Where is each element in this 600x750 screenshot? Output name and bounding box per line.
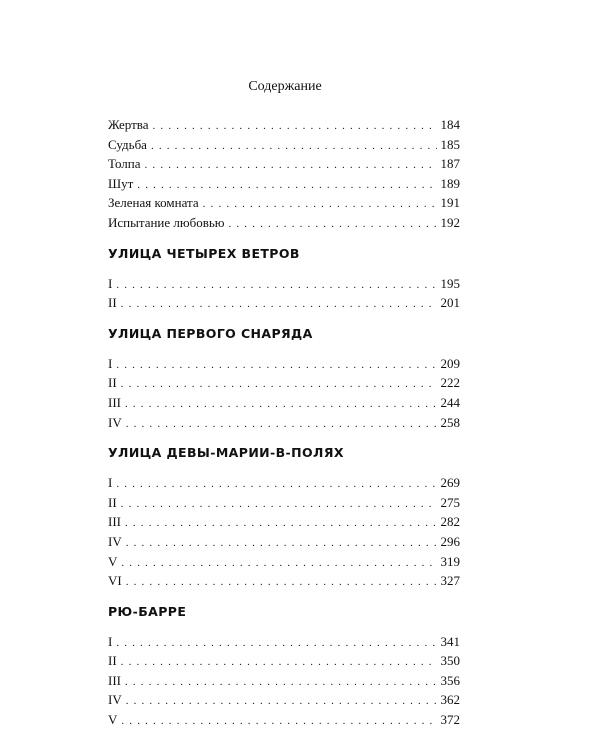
- toc-entry: [108, 571, 460, 591]
- entry-label: IV: [108, 533, 122, 549]
- entry-label: V: [108, 712, 118, 728]
- section-heading: УЛИЦА ДЕВЫ-МАРИИ-В-ПОЛЯХ: [108, 445, 344, 461]
- dot-leader: [121, 495, 437, 515]
- entry-label: III: [108, 672, 121, 688]
- page-title: Содержание: [248, 79, 322, 94]
- entry-page-number: 350: [440, 653, 460, 669]
- dot-leader: [145, 156, 437, 176]
- section-heading: РЮ-БАРРЕ: [108, 603, 187, 619]
- toc-entry: [108, 552, 460, 572]
- entry-label: Шут: [108, 175, 134, 191]
- entry-label: II: [108, 653, 117, 669]
- toc-section: [108, 602, 460, 730]
- toc-entry: [108, 493, 460, 513]
- entry-page-number: 187: [440, 156, 460, 172]
- toc-entry: [108, 174, 460, 194]
- toc-entry: [108, 651, 460, 671]
- dot-leader: [121, 712, 436, 732]
- toc-entry: [108, 373, 460, 393]
- entry-page-number: 192: [440, 214, 460, 230]
- toc-section: [108, 443, 460, 591]
- entry-label: Жертва: [108, 117, 149, 132]
- entry-page-number: 222: [440, 375, 460, 391]
- entry-label: VI: [108, 573, 122, 589]
- entry-label: II: [108, 494, 117, 510]
- dot-leader: [153, 117, 437, 137]
- toc-entry: [108, 213, 460, 233]
- entry-page-number: 356: [440, 672, 460, 688]
- toc-intro-list: [108, 115, 460, 233]
- dot-leader: [203, 195, 437, 215]
- entry-label: V: [108, 553, 118, 569]
- toc-entry: [108, 671, 460, 691]
- dot-leader: [229, 215, 437, 235]
- dot-leader: [125, 395, 437, 415]
- toc-section: [108, 324, 460, 432]
- entry-page-number: 275: [440, 494, 460, 510]
- toc-entry: [108, 532, 460, 552]
- toc-entry: [108, 512, 460, 532]
- entry-page-number: 269: [440, 475, 460, 491]
- entry-label: III: [108, 514, 121, 530]
- entry-page-number: 209: [440, 355, 460, 371]
- toc-page: [108, 78, 460, 730]
- entry-page-number: 189: [440, 175, 460, 191]
- entry-page-number: 282: [440, 514, 460, 530]
- entry-label: I: [108, 275, 113, 291]
- entry-label: IV: [108, 414, 122, 430]
- entry-page-number: 296: [440, 533, 460, 549]
- dot-leader: [116, 634, 436, 654]
- entry-label: II: [108, 295, 117, 311]
- dot-leader: [121, 295, 437, 315]
- entry-page-number: 372: [440, 712, 460, 728]
- toc-entry: [108, 690, 460, 710]
- dot-leader: [125, 514, 437, 534]
- dot-leader: [151, 137, 437, 157]
- toc-entry: [108, 135, 460, 155]
- toc-entry: [108, 193, 460, 213]
- entry-page-number: 244: [440, 394, 460, 410]
- entry-label: III: [108, 394, 121, 410]
- toc-entry: [108, 710, 460, 730]
- toc-section: [108, 244, 460, 313]
- entry-label: II: [108, 375, 117, 391]
- entry-page-number: 185: [440, 136, 460, 152]
- dot-leader: [121, 653, 437, 673]
- entry-label: Толпа: [108, 156, 141, 172]
- toc-entry: [108, 473, 460, 493]
- toc-entry: [108, 632, 460, 652]
- toc-entry: [108, 393, 460, 413]
- toc-entry: [108, 274, 460, 294]
- dot-leader: [121, 375, 437, 395]
- entry-label: Зеленая комната: [108, 195, 199, 211]
- entry-page-number: 201: [440, 295, 460, 311]
- entry-page-number: 341: [440, 633, 460, 649]
- entry-label: IV: [108, 692, 122, 708]
- entry-page-number: 195: [440, 275, 460, 291]
- dot-leader: [126, 415, 437, 435]
- entry-page-number: 191: [440, 195, 460, 211]
- dot-leader: [126, 534, 437, 554]
- entry-page-number: 184: [440, 117, 460, 132]
- entry-page-number: 362: [440, 692, 460, 708]
- entry-page-number: 327: [440, 573, 460, 589]
- entry-page-number: 319: [440, 553, 460, 569]
- dot-leader: [125, 673, 437, 693]
- dot-leader: [121, 554, 436, 574]
- toc-entry: [108, 354, 460, 374]
- dot-leader: [126, 692, 437, 712]
- entry-label: I: [108, 475, 113, 491]
- section-heading: УЛИЦА ЧЕТЫРЕХ ВЕТРОВ: [108, 245, 300, 261]
- entry-label: Судьба: [108, 136, 147, 152]
- toc-entry: [108, 154, 460, 174]
- dot-leader: [116, 356, 436, 376]
- toc-entry: [108, 293, 460, 313]
- entry-page-number: 258: [440, 414, 460, 430]
- toc-entry: [108, 115, 460, 135]
- entry-label: I: [108, 355, 113, 371]
- dot-leader: [116, 475, 436, 495]
- toc-entry: [108, 413, 460, 433]
- entry-label: I: [108, 633, 113, 649]
- dot-leader: [116, 276, 436, 296]
- section-heading: УЛИЦА ПЕРВОГО СНАРЯДА: [108, 325, 313, 341]
- dot-leader: [126, 573, 437, 593]
- entry-label: Испытание любовью: [108, 214, 225, 230]
